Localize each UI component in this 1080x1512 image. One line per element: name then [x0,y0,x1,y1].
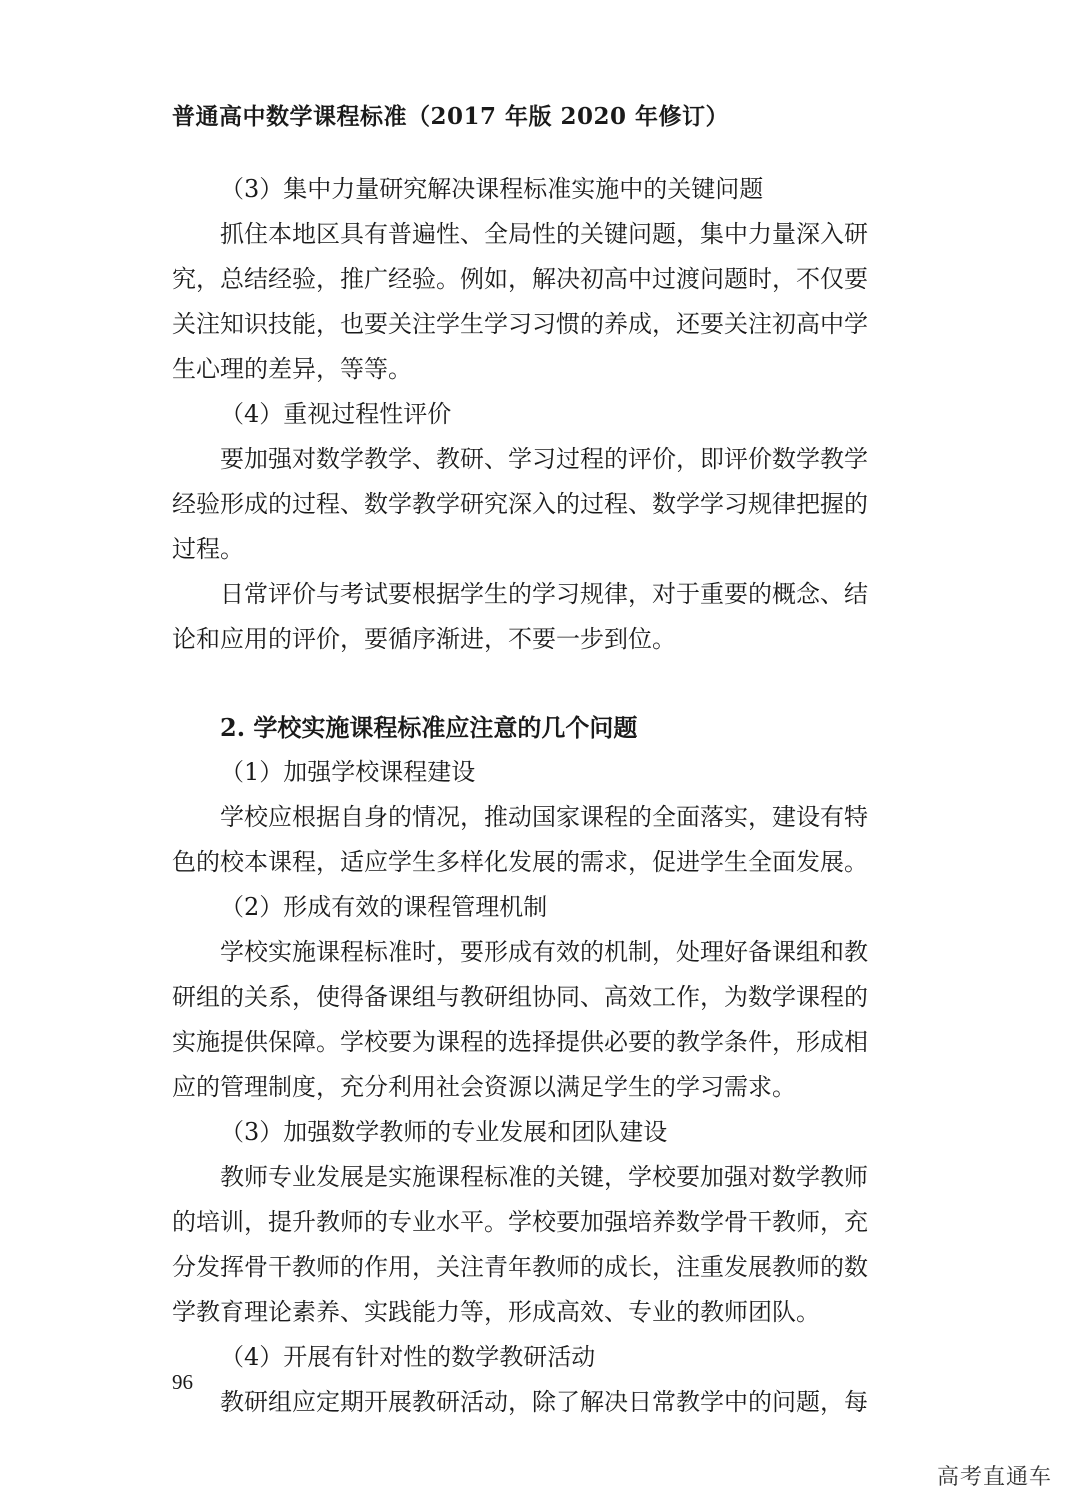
paragraph-line: 经验形成的过程、数学教学研究深入的过程、数学学习规律把握的 [172,490,868,518]
paragraph-line: 日常评价与考试要根据学生的学习规律，对于重要的概念、结 [220,580,868,608]
subheading-3-teacher-development: （3）加强数学教师的专业发展和团队建设 [220,1118,668,1146]
paragraph-line: 过程。 [172,535,244,563]
paragraph-line: 分发挥骨干教师的作用，关注青年教师的成长，注重发展教师的数 [172,1253,868,1281]
paragraph-line: 关注知识技能，也要关注学生学习习惯的养成，还要关注初高中学 [172,310,868,338]
paragraph-line: 抓住本地区具有普遍性、全局性的关键问题，集中力量深入研 [220,220,868,248]
paragraph-line: 学校实施课程标准时，要形成有效的机制，处理好备课组和教 [220,938,868,966]
subheading-4-process-evaluation: （4）重视过程性评价 [220,400,452,428]
paragraph-line: 的培训，提升教师的专业水平。学校要加强培养数学骨干教师，充 [172,1208,868,1236]
paragraph-line: 学校应根据自身的情况，推动国家课程的全面落实，建设有特 [220,803,868,831]
paragraph-line: 色的校本课程，适应学生多样化发展的需求，促进学生全面发展。 [172,848,868,876]
subheading-4-teaching-research: （4）开展有针对性的数学教研活动 [220,1343,596,1371]
section-gap [172,662,900,705]
paragraph-line: 教师专业发展是实施课程标准的关键，学校要加强对数学教师 [220,1163,868,1191]
paragraph-line: 实施提供保障。学校要为课程的选择提供必要的教学条件，形成相 [172,1028,868,1056]
subheading-2-management-mechanism: （2）形成有效的课程管理机制 [220,893,548,921]
page-body [172,167,900,1425]
paragraph-line: 学教育理论素养、实践能力等，形成高效、专业的教师团队。 [172,1298,820,1326]
paragraph-line: 应的管理制度，充分利用社会资源以满足学生的学习需求。 [172,1073,796,1101]
paragraph-line: 研组的关系，使得备课组与教研组协同、高效工作，为数学课程的 [172,983,868,1011]
paragraph-line: 论和应用的评价，要循序渐进，不要一步到位。 [172,625,676,653]
subheading-1-school-curriculum: （1）加强学校课程建设 [220,758,476,786]
subheading-3-key-issues: （3）集中力量研究解决课程标准实施中的关键问题 [220,175,764,203]
paragraph-line: 生心理的差异，等等。 [172,355,412,383]
watermark-text: 高考直通车 [936,1465,1052,1490]
paragraph-line: 要加强对数学教学、教研、学习过程的评价，即评价数学教学 [220,445,868,473]
section-heading-2-school-issues: 2. 学校实施课程标准应注意的几个问题 [220,713,638,742]
paragraph-line: 究，总结经验，推广经验。例如，解决初高中过渡问题时，不仅要 [172,265,868,293]
page-number: 96 [172,1370,193,1394]
page-header-title: 普通高中数学课程标准（2017 年版 2020 年修订） [172,103,730,130]
paragraph-line: 教研组应定期开展教研活动，除了解决日常教学中的问题，每 [220,1388,868,1416]
